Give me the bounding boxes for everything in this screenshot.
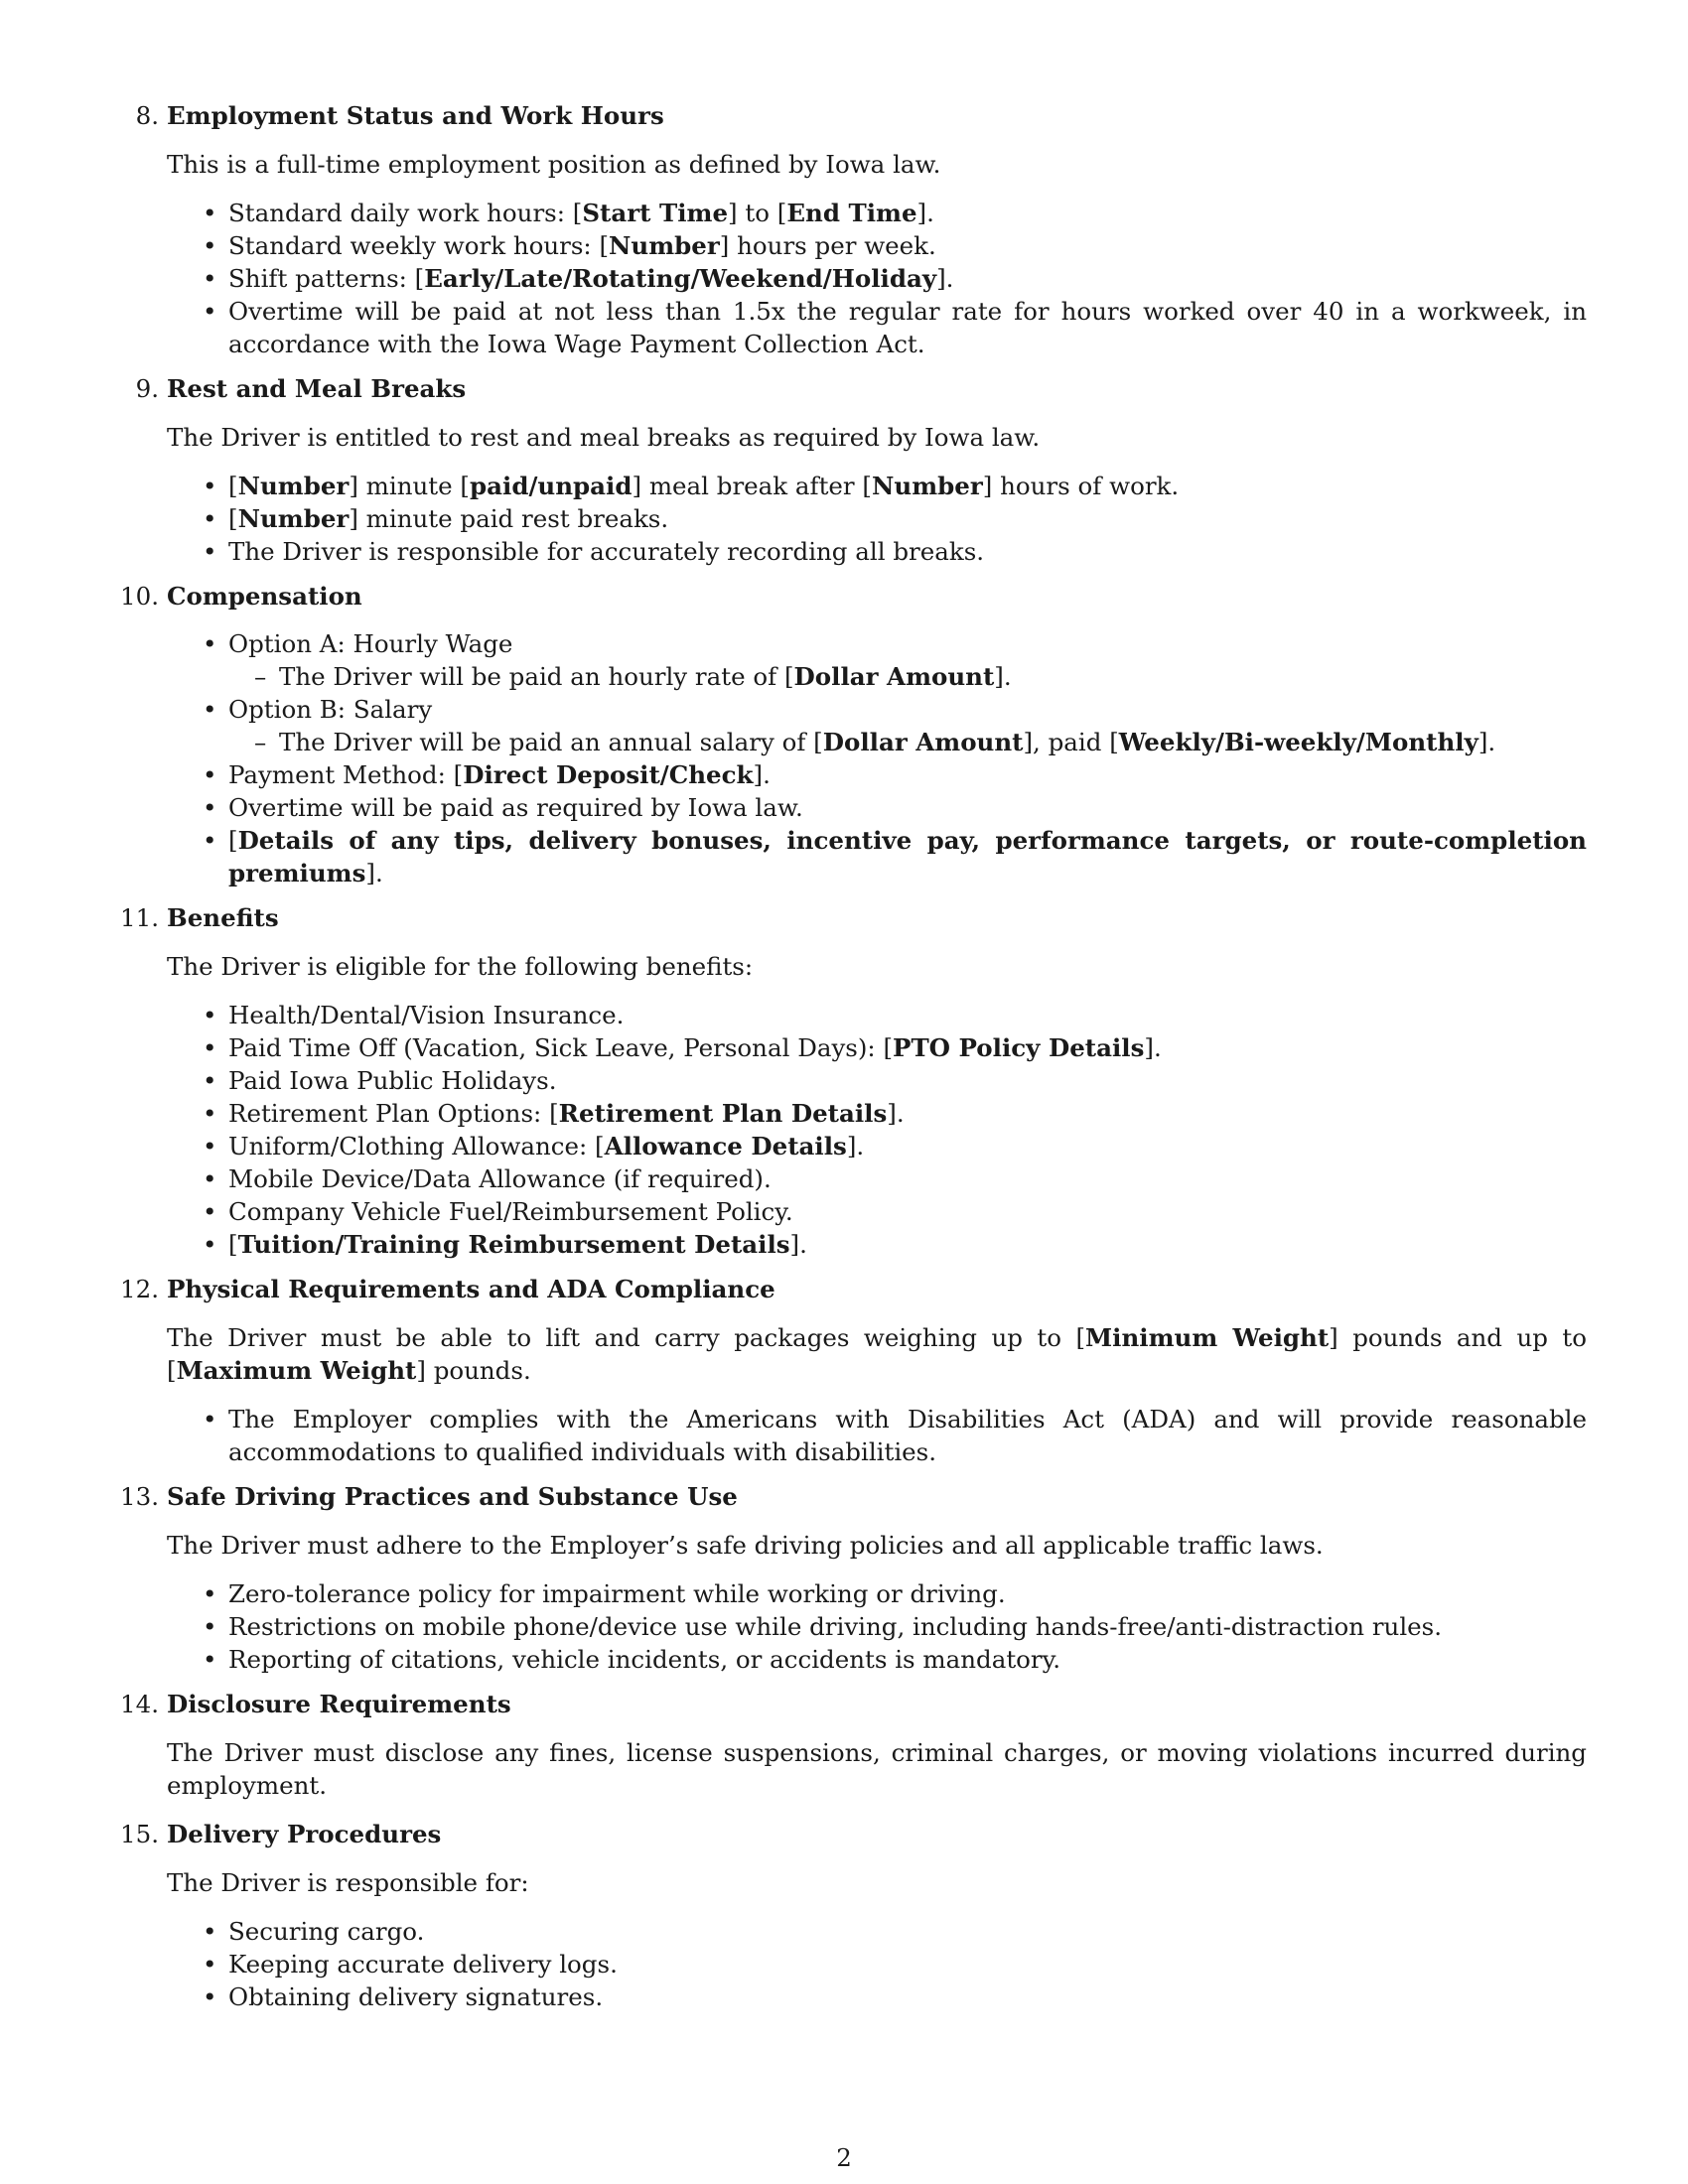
placeholder-field: Number [872, 472, 983, 500]
bullet-text: Reporting of citations, vehicle incidents, or accidents is mandatory. [228, 1645, 1061, 1674]
bullet-meal-break [167, 470, 1587, 502]
placeholder-field: Number [237, 472, 350, 500]
section-heading: Safe Driving Practices and Substance Use [167, 1482, 738, 1511]
paragraph-text: ] pounds and up to [ [167, 1323, 1587, 1385]
bullet-text: ]. [846, 1132, 865, 1160]
section-heading: Delivery Procedures [167, 1820, 442, 1848]
bullet-text: Paid Time Off (Vacation, Sick Leave, Personal Days): [ [228, 1033, 894, 1062]
placeholder-field: Retirement Plan Details [558, 1099, 888, 1128]
bullet-uniform [167, 1130, 1587, 1162]
bullet-recording-breaks [167, 535, 1587, 568]
section-safe-driving [120, 1480, 1587, 1676]
bullet-weekly-hours [167, 229, 1587, 262]
section-heading-row [120, 1688, 1587, 1720]
placeholder-field: Maximum Weight [176, 1356, 417, 1385]
section-number: 12. [120, 1275, 159, 1303]
bullet-insurance [167, 999, 1587, 1031]
bullet-text: ]. [994, 662, 1012, 691]
bullet-text: Shift patterns: [ [228, 264, 425, 293]
placeholder-field: Dollar Amount [822, 728, 1024, 756]
bullet-text: ]. [789, 1230, 807, 1259]
bullet-overtime [167, 295, 1587, 360]
bullet-retirement [167, 1097, 1587, 1130]
section-intro: The Driver is responsible for: [167, 1868, 529, 1897]
bullet-text: Payment Method: [ [228, 760, 464, 789]
sub-item-annual-salary [228, 726, 1587, 758]
bullet-list [167, 1915, 1587, 2013]
bullet-text: Paid Iowa Public Holidays. [228, 1066, 557, 1095]
section-heading: Physical Requirements and ADA Compliance [167, 1275, 775, 1303]
section-heading-row [120, 1273, 1587, 1305]
section-delivery-procedures [120, 1818, 1587, 2013]
section-physical-requirements [120, 1273, 1587, 1468]
bullet-text: The Employer complies with the Americans with Disabilities Act (ADA) and will provide reasonable accommodations to qualified individuals with disabilities. [228, 1405, 1587, 1466]
section-heading: Employment Status and Work Hours [167, 101, 664, 130]
section-rest-meal-breaks [135, 372, 1587, 568]
bullet-text: [ [228, 504, 238, 533]
bullet-text: Restrictions on mobile phone/device use while driving, including hands-free/anti-distraction rules. [228, 1612, 1443, 1641]
bullet-text: Overtime will be paid at not less than 1.5x the regular rate for hours worked over 40 in a workweek, in accordance with the Iowa Wage Payment Collection Act. [228, 297, 1587, 358]
bullet-daily-hours [167, 197, 1587, 229]
bullet-device-restrictions [167, 1610, 1587, 1643]
section-intro: The Driver is eligible for the following benefits: [167, 952, 754, 981]
bullet-text: ]. [916, 199, 934, 227]
sub-list [228, 726, 1587, 758]
sub-list [228, 660, 1587, 693]
bullet-holidays [167, 1064, 1587, 1097]
bullet-text: ]. [365, 859, 383, 887]
section-disclosure [120, 1688, 1587, 1802]
bullet-list [167, 1403, 1587, 1468]
placeholder-field: Direct Deposit/Check [463, 760, 754, 789]
section-heading: Benefits [167, 903, 279, 932]
section-heading-row [120, 901, 1587, 934]
bullet-rest-breaks [167, 502, 1587, 535]
placeholder-field: Number [609, 231, 720, 260]
bullet-text: ] to [ [728, 199, 787, 227]
bullet-fuel-policy [167, 1195, 1587, 1228]
placeholder-field: Allowance Details [604, 1132, 847, 1160]
bullet-option-b [167, 693, 1587, 758]
paragraph-text: ] pounds. [416, 1356, 531, 1385]
placeholder-field: Dollar Amount [793, 662, 995, 691]
placeholder-field: Tuition/Training Reimbursement Details [237, 1230, 790, 1259]
bullet-payment-method [167, 758, 1587, 791]
bullet-text: Zero-tolerance policy for impairment while working or driving. [228, 1579, 1006, 1608]
bullet-text: Mobile Device/Data Allowance (if required). [228, 1164, 772, 1193]
section-compensation [120, 580, 1587, 889]
bullet-mobile-allowance [167, 1162, 1587, 1195]
bullet-text: ], paid [ [1023, 728, 1119, 756]
section-heading-row [135, 99, 1587, 132]
section-heading: Compensation [167, 582, 362, 611]
page-number: 2 [836, 2143, 852, 2172]
bullet-text: [ [228, 1230, 238, 1259]
section-intro [167, 1321, 1587, 1387]
bullet-text: Obtaining delivery signatures. [228, 1982, 604, 2011]
bullet-text: Option A: Hourly Wage [228, 629, 513, 658]
section-intro: The Driver must disclose any fines, license suspensions, criminal charges, or moving violations incurred during employment. [167, 1738, 1587, 1800]
bullet-text: Retirement Plan Options: [ [228, 1099, 559, 1128]
bullet-zero-tolerance [167, 1577, 1587, 1610]
bullet-pto [167, 1031, 1587, 1064]
bullet-reporting [167, 1643, 1587, 1676]
section-number: 13. [120, 1482, 159, 1511]
bullet-text: Securing cargo. [228, 1917, 425, 1946]
placeholder-field: Minimum Weight [1085, 1323, 1330, 1352]
bullet-text: Health/Dental/Vision Insurance. [228, 1001, 625, 1029]
bullet-list [167, 627, 1587, 889]
bullet-text: Uniform/Clothing Allowance: [ [228, 1132, 605, 1160]
bullet-incentives [167, 824, 1587, 889]
placeholder-field: Details of any tips, delivery bonuses, incentive pay, performance targets, or route-completion premiums [228, 826, 1587, 887]
bullet-text: Standard weekly work hours: [ [228, 231, 610, 260]
section-number: 9. [135, 374, 159, 403]
bullet-text: [ [228, 826, 238, 855]
bullet-text: Option B: Salary [228, 695, 433, 724]
bullet-text: Company Vehicle Fuel/Reimbursement Policy. [228, 1197, 793, 1226]
bullet-text: ] minute paid rest breaks. [349, 504, 669, 533]
bullet-securing-cargo [167, 1915, 1587, 1948]
bullet-text: ] minute [ [349, 472, 470, 500]
section-heading-row [120, 1480, 1587, 1513]
document-body [120, 99, 1587, 2025]
bullet-delivery-logs [167, 1948, 1587, 1980]
placeholder-field: End Time [786, 199, 917, 227]
placeholder-field: Number [237, 504, 350, 533]
bullet-overtime [167, 791, 1587, 824]
bullet-tuition [167, 1228, 1587, 1261]
bullet-text: Standard daily work hours: [ [228, 199, 583, 227]
sub-item-hourly-rate [228, 660, 1587, 693]
section-number: 8. [135, 101, 159, 130]
bullet-text: The Driver will be paid an annual salary of [ [279, 728, 823, 756]
section-intro: The Driver must adhere to the Employer’s safe driving policies and all applicable traffic laws. [167, 1531, 1324, 1560]
bullet-list [167, 470, 1587, 568]
bullet-text: ] meal break after [ [632, 472, 872, 500]
bullet-list [167, 999, 1587, 1261]
section-benefits [120, 901, 1587, 1261]
bullet-ada [167, 1403, 1587, 1468]
bullet-text: ]. [1144, 1033, 1162, 1062]
placeholder-field: Weekly/Bi-weekly/Monthly [1118, 728, 1478, 756]
bullet-text: ]. [887, 1099, 905, 1128]
section-heading: Disclosure Requirements [167, 1690, 511, 1718]
section-heading-row [135, 372, 1587, 405]
bullet-text: The Driver is responsible for accurately recording all breaks. [228, 537, 985, 566]
section-employment-status [135, 99, 1587, 360]
bullet-text: ] hours of work. [982, 472, 1180, 500]
bullet-text: Overtime will be paid as required by Iowa law. [228, 793, 803, 822]
section-intro: The Driver is entitled to rest and meal breaks as required by Iowa law. [167, 423, 1041, 452]
section-number: 11. [120, 903, 159, 932]
bullet-text: ] hours per week. [719, 231, 936, 260]
bullet-text: ]. [936, 264, 954, 293]
section-number: 10. [120, 582, 159, 611]
section-heading: Rest and Meal Breaks [167, 374, 467, 403]
section-number: 14. [120, 1690, 159, 1718]
bullet-text: ]. [753, 760, 771, 789]
bullet-text: Keeping accurate delivery logs. [228, 1950, 618, 1979]
paragraph-text: The Driver must be able to lift and carry packages weighing up to [ [167, 1323, 1086, 1352]
placeholder-field: Start Time [582, 199, 729, 227]
section-heading-row [120, 580, 1587, 613]
section-heading-row [120, 1818, 1587, 1850]
bullet-text: [ [228, 472, 238, 500]
bullet-list [167, 1577, 1587, 1676]
bullet-text: ]. [1477, 728, 1496, 756]
placeholder-field: PTO Policy Details [893, 1033, 1145, 1062]
bullet-text: The Driver will be paid an hourly rate of [ [279, 662, 794, 691]
bullet-signatures [167, 1980, 1587, 2013]
placeholder-field: paid/unpaid [470, 472, 633, 500]
bullet-shift-patterns [167, 262, 1587, 295]
section-number: 15. [120, 1820, 159, 1848]
placeholder-field: Early/Late/Rotating/Weekend/Holiday [424, 264, 937, 293]
bullet-list [167, 197, 1587, 360]
section-intro: This is a full-time employment position as defined by Iowa law. [167, 150, 941, 179]
bullet-option-a [167, 627, 1587, 693]
